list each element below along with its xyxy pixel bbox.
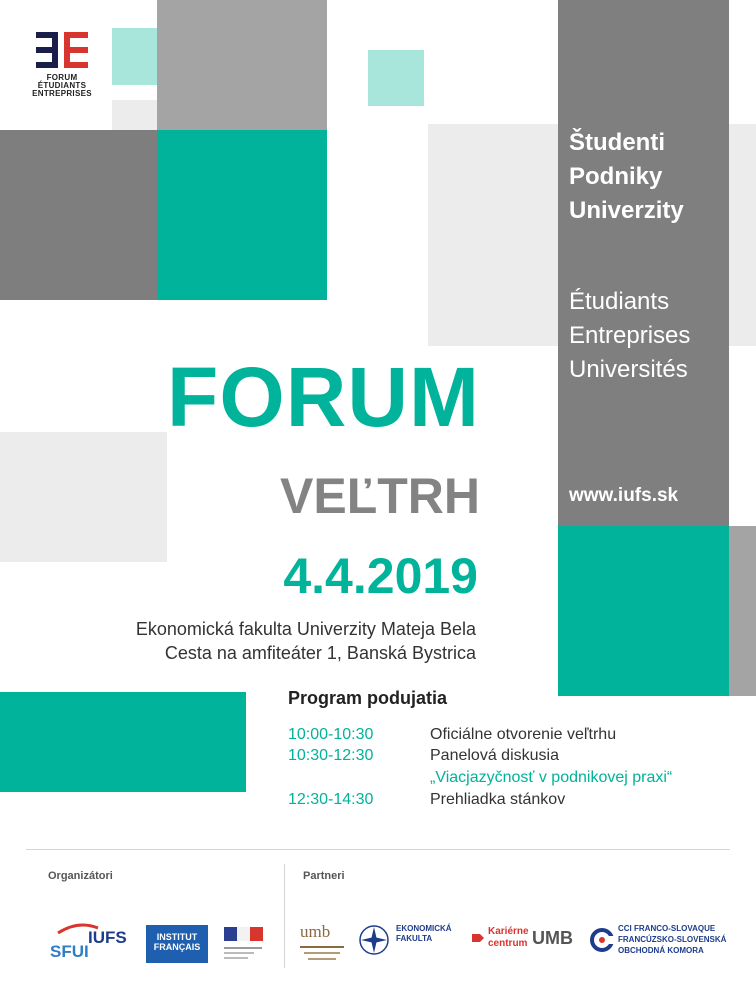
forum-logo	[30, 30, 94, 98]
bg-block-gray-top	[157, 0, 327, 130]
event-venue	[40, 617, 476, 665]
sfui-text: SFUI	[50, 942, 89, 961]
ekonomicka-fakulta-logo	[358, 920, 458, 964]
ef-line-1: EKONOMICKÁ	[396, 924, 452, 933]
venue-line-2: Cesta na amfiteáter 1, Banská Bystrica	[164, 643, 476, 663]
program-time: 10:30-12:30	[288, 747, 374, 764]
bg-block-teal-bottom	[0, 692, 246, 792]
institut-line-2: FRANÇAIS	[153, 942, 201, 952]
slovak-tagline	[569, 126, 684, 228]
cci-line-1: CCI FRANCO-SLOVAQUE	[618, 924, 716, 933]
organizers-label: Organizátori	[48, 870, 113, 882]
cci-line-3: OBCHODNÁ KOMORA	[618, 946, 704, 955]
venue-line-1: Ekonomická fakulta Univerzity Mateja Bela	[135, 619, 476, 639]
bg-block-lightgray-left	[0, 432, 167, 562]
footer-vertical-divider	[284, 864, 285, 968]
logo-line-3: ENTREPRISES	[32, 89, 92, 98]
french-republic-logo	[222, 925, 266, 963]
program-activity: Prehliadka stánkov	[430, 791, 566, 808]
bg-block-mint-top	[112, 28, 157, 85]
cci-line-2: FRANCÚZSKO-SLOVENSKÁ	[618, 935, 727, 944]
logo-ee-mark	[34, 30, 90, 70]
cci-logo	[590, 922, 730, 962]
event-title: FORUM	[167, 350, 480, 444]
program-time: 10:00-10:30	[288, 726, 374, 743]
slovak-line-2: Podniky	[569, 163, 663, 190]
french-tagline	[569, 285, 690, 387]
event-date: 4.4.2019	[283, 548, 478, 604]
bg-block-darkgray-left	[0, 130, 157, 300]
slovak-line-1: Študenti	[569, 129, 665, 156]
sfui-iufs-logo	[48, 922, 134, 966]
bg-block-teal-center	[157, 130, 327, 300]
umb-text: umb	[300, 922, 331, 941]
kariera-line-2: centrum	[488, 938, 528, 949]
cci-emblem-icon	[590, 928, 614, 952]
event-subtitle: VEĽTRH	[280, 468, 480, 524]
marianne-icon	[222, 925, 266, 963]
logo-ee-icon	[34, 30, 90, 70]
compass-star-icon	[358, 924, 390, 956]
arrow-icon	[470, 930, 486, 946]
kariera-line-1: Kariérne	[488, 926, 529, 937]
website-link[interactable]: www.iufs.sk	[569, 485, 679, 506]
program-activity-subtitle: „Viacjazyčnosť v podnikovej praxi“	[430, 769, 673, 786]
partners-label: Partneri	[303, 870, 345, 882]
institut-francais-logo	[146, 925, 208, 963]
bg-block-mint-small	[368, 50, 424, 106]
french-line-2: Entreprises	[569, 322, 691, 349]
french-line-3: Universités	[569, 356, 688, 383]
umb-subtext-icon	[300, 944, 346, 962]
program-activity: Oficiálne otvorenie veľtrhu	[430, 726, 617, 743]
logo-line-2: ÉTUDIANTS	[37, 81, 87, 90]
side-panel	[558, 0, 729, 526]
program-activity: Panelová diskusia	[430, 747, 559, 764]
institut-line-1: INSTITUT	[156, 932, 198, 942]
karierne-centrum-logo	[470, 924, 580, 960]
umb-logo	[298, 922, 348, 966]
bg-block-lightgray-top	[112, 100, 160, 130]
logo-line-1: FORUM	[46, 73, 78, 82]
bg-block-gray-edge	[729, 526, 756, 696]
french-line-1: Étudiants	[569, 288, 670, 315]
ef-line-2: FAKULTA	[396, 934, 433, 943]
bg-block-teal-right	[558, 526, 729, 696]
kariera-umb: UMB	[532, 928, 573, 948]
slovak-line-3: Univerzity	[569, 197, 684, 224]
program-title: Program podujatia	[288, 688, 448, 708]
iufs-text: IUFS	[88, 928, 127, 947]
program-time: 12:30-14:30	[288, 791, 374, 808]
footer-divider	[26, 849, 730, 850]
